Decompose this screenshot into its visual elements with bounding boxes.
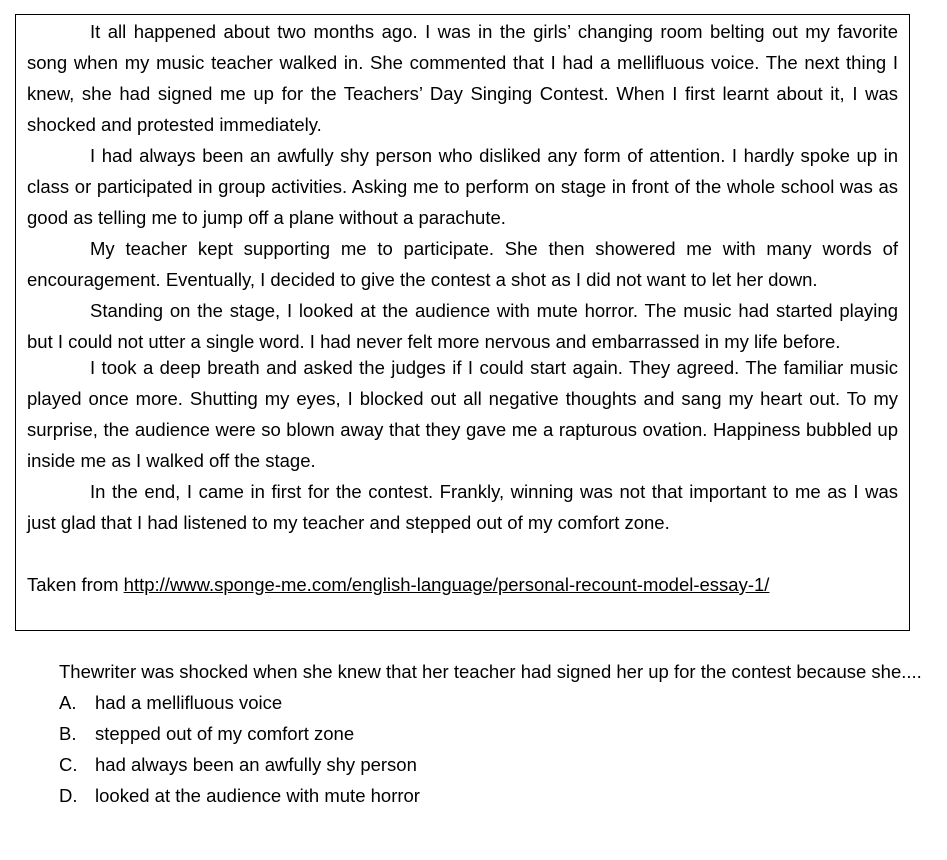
option-letter: D. [59, 785, 78, 806]
source-line [27, 569, 898, 600]
option-text: stepped out of my comfort zone [95, 723, 355, 744]
option-a[interactable] [59, 687, 923, 718]
question-stem: Thewriter was shocked when she knew that her teacher had signed her up for the contest because she.... [59, 661, 922, 682]
option-b[interactable] [59, 718, 923, 749]
passage-paragraph-6: In the end, I came in first for the contest. Frankly, winning was not that important to me as I was just glad that I had listened to my teacher and stepped out of my comfort zone. [27, 481, 898, 533]
passage-box [15, 14, 910, 631]
passage-paragraph-1: It all happened about two months ago. I was in the girls’ changing room belting out my favorite song when my music teacher walked in. She commented that I had a mellifluous voice. The next thing I knew, she had signed me up for the Teachers’ Day Singing Contest. When I first learnt about it, I was shocked and protested immediately. [27, 21, 898, 135]
option-text: looked at the audience with mute horror [95, 785, 420, 806]
option-d[interactable] [59, 780, 923, 811]
option-c[interactable] [59, 749, 923, 780]
option-text: had always been an awfully shy person [95, 754, 417, 775]
source-prefix: Taken from [27, 574, 124, 595]
option-letter: C. [59, 754, 78, 775]
passage-paragraph-2: I had always been an awfully shy person who disliked any form of attention. I hardly spoke up in class or participated in group activities. Asking me to perform on stage in front of the whole school was as good as telling me to jump off a plane without a parachute. [27, 145, 898, 228]
passage-paragraph-3: My teacher kept supporting me to participate. She then showered me with many words of encouragement. Eventually, I decided to give the contest a shot as I did not want to let her down. [27, 238, 898, 290]
source-link[interactable]: http://www.sponge-me.com/english-language/personal-recount-model-essay-1/ [123, 574, 770, 595]
question-block [59, 656, 923, 811]
passage-paragraph-4: Standing on the stage, I looked at the audience with mute horror. The music had started playing but I could not utter a single word. I had never felt more nervous and embarrassed in my life before. [27, 300, 898, 352]
passage-paragraph-5: I took a deep breath and asked the judges if I could start again. They agreed. The familiar music played once more. Shutting my eyes, I blocked out all negative thoughts and sang my heart out. To my surprise, the audience were so blown away that they gave me a rapturous ovation. Happiness bubbled up inside me as I walked off the stage. [27, 357, 898, 471]
option-letter: B. [59, 723, 77, 744]
answer-options [59, 687, 923, 811]
option-letter: A. [59, 692, 77, 713]
option-text: had a mellifluous voice [95, 692, 283, 713]
